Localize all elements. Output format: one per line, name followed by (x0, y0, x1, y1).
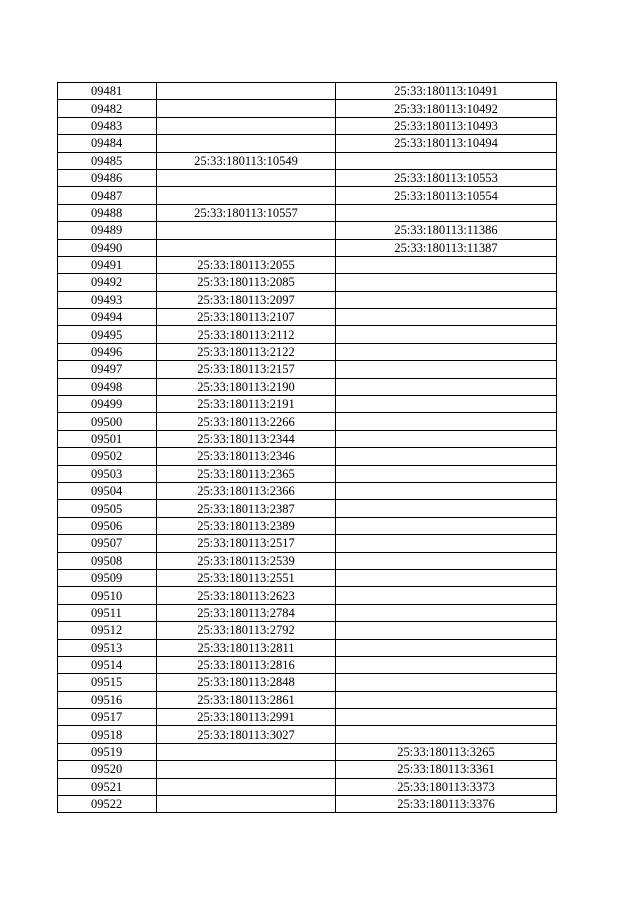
left-cadastral-cell: 25:33:180113:2366 (157, 482, 336, 499)
left-cadastral-cell: 25:33:180113:2157 (157, 361, 336, 378)
table-row (58, 604, 557, 621)
table-row (58, 743, 557, 760)
right-cadastral-cell (336, 396, 557, 413)
left-cadastral-cell: 25:33:180113:10557 (157, 204, 336, 221)
table-row (58, 413, 557, 430)
table-row (58, 691, 557, 708)
row-number-cell: 09515 (58, 674, 157, 691)
right-cadastral-cell: 25:33:180113:10491 (336, 83, 557, 100)
table-row (58, 239, 557, 256)
left-cadastral-cell: 25:33:180113:2991 (157, 709, 336, 726)
left-cadastral-cell: 25:33:180113:2055 (157, 256, 336, 273)
table-row (58, 100, 557, 117)
left-cadastral-cell: 25:33:180113:2190 (157, 378, 336, 395)
row-number-cell: 09486 (58, 169, 157, 186)
right-cadastral-cell: 25:33:180113:3373 (336, 778, 557, 795)
right-cadastral-cell (336, 500, 557, 517)
row-number-cell: 09519 (58, 743, 157, 760)
row-number-cell: 09491 (58, 256, 157, 273)
left-cadastral-cell (157, 169, 336, 186)
row-number-cell: 09488 (58, 204, 157, 221)
right-cadastral-cell (336, 465, 557, 482)
row-number-cell: 09484 (58, 135, 157, 152)
row-number-cell: 09499 (58, 396, 157, 413)
table-row (58, 204, 557, 221)
right-cadastral-cell: 25:33:180113:11387 (336, 239, 557, 256)
right-cadastral-cell (336, 656, 557, 673)
right-cadastral-cell: 25:33:180113:11386 (336, 222, 557, 239)
right-cadastral-cell (336, 430, 557, 447)
right-cadastral-cell: 25:33:180113:3361 (336, 761, 557, 778)
right-cadastral-cell (336, 709, 557, 726)
row-number-cell: 09481 (58, 83, 157, 100)
table-row (58, 378, 557, 395)
right-cadastral-cell (336, 691, 557, 708)
right-cadastral-cell (336, 309, 557, 326)
right-cadastral-cell (336, 535, 557, 552)
row-number-cell: 09483 (58, 117, 157, 134)
right-cadastral-cell: 25:33:180113:3265 (336, 743, 557, 760)
table-row (58, 361, 557, 378)
table-row (58, 291, 557, 308)
table-row (58, 309, 557, 326)
left-cadastral-cell: 25:33:180113:2097 (157, 291, 336, 308)
row-number-cell: 09518 (58, 726, 157, 743)
left-cadastral-cell (157, 222, 336, 239)
right-cadastral-cell (336, 326, 557, 343)
left-cadastral-cell: 25:33:180113:2389 (157, 517, 336, 534)
row-number-cell: 09500 (58, 413, 157, 430)
records-table (57, 82, 557, 813)
table-row (58, 83, 557, 100)
table-row (58, 656, 557, 673)
row-number-cell: 09493 (58, 291, 157, 308)
right-cadastral-cell (336, 569, 557, 586)
left-cadastral-cell: 25:33:180113:2848 (157, 674, 336, 691)
row-number-cell: 09512 (58, 622, 157, 639)
table-row (58, 152, 557, 169)
row-number-cell: 09494 (58, 309, 157, 326)
row-number-cell: 09502 (58, 448, 157, 465)
row-number-cell: 09506 (58, 517, 157, 534)
table-row (58, 796, 557, 813)
right-cadastral-cell (336, 726, 557, 743)
right-cadastral-cell (336, 482, 557, 499)
row-number-cell: 09508 (58, 552, 157, 569)
table-row (58, 222, 557, 239)
row-number-cell: 09514 (58, 656, 157, 673)
left-cadastral-cell: 25:33:180113:2816 (157, 656, 336, 673)
table-row (58, 761, 557, 778)
row-number-cell: 09507 (58, 535, 157, 552)
left-cadastral-cell: 25:33:180113:2122 (157, 343, 336, 360)
right-cadastral-cell (336, 674, 557, 691)
left-cadastral-cell (157, 83, 336, 100)
right-cadastral-cell: 25:33:180113:10554 (336, 187, 557, 204)
table-row (58, 343, 557, 360)
right-cadastral-cell: 25:33:180113:10553 (336, 169, 557, 186)
table-row (58, 500, 557, 517)
right-cadastral-cell (336, 152, 557, 169)
left-cadastral-cell: 25:33:180113:10549 (157, 152, 336, 169)
right-cadastral-cell (336, 622, 557, 639)
right-cadastral-cell (336, 343, 557, 360)
row-number-cell: 09521 (58, 778, 157, 795)
right-cadastral-cell (336, 552, 557, 569)
table-row (58, 622, 557, 639)
row-number-cell: 09517 (58, 709, 157, 726)
right-cadastral-cell: 25:33:180113:10493 (336, 117, 557, 134)
left-cadastral-cell (157, 187, 336, 204)
row-number-cell: 09497 (58, 361, 157, 378)
table-row (58, 587, 557, 604)
right-cadastral-cell (336, 274, 557, 291)
right-cadastral-cell (336, 361, 557, 378)
right-cadastral-cell (336, 291, 557, 308)
left-cadastral-cell: 25:33:180113:2551 (157, 569, 336, 586)
table-row (58, 187, 557, 204)
row-number-cell: 09513 (58, 639, 157, 656)
left-cadastral-cell: 25:33:180113:2387 (157, 500, 336, 517)
left-cadastral-cell (157, 117, 336, 134)
left-cadastral-cell: 25:33:180113:2539 (157, 552, 336, 569)
left-cadastral-cell: 25:33:180113:2792 (157, 622, 336, 639)
table-row (58, 482, 557, 499)
row-number-cell: 09510 (58, 587, 157, 604)
right-cadastral-cell (336, 256, 557, 273)
row-number-cell: 09509 (58, 569, 157, 586)
table-row (58, 117, 557, 134)
table-row (58, 778, 557, 795)
left-cadastral-cell (157, 239, 336, 256)
table-row (58, 396, 557, 413)
table-row (58, 274, 557, 291)
row-number-cell: 09490 (58, 239, 157, 256)
left-cadastral-cell: 25:33:180113:2784 (157, 604, 336, 621)
row-number-cell: 09503 (58, 465, 157, 482)
table-row (58, 517, 557, 534)
table-row (58, 709, 557, 726)
right-cadastral-cell: 25:33:180113:10494 (336, 135, 557, 152)
left-cadastral-cell: 25:33:180113:2191 (157, 396, 336, 413)
table-row (58, 135, 557, 152)
right-cadastral-cell (336, 604, 557, 621)
table-row (58, 639, 557, 656)
table-row (58, 448, 557, 465)
table-row (58, 535, 557, 552)
right-cadastral-cell (336, 517, 557, 534)
table-row (58, 326, 557, 343)
row-number-cell: 09495 (58, 326, 157, 343)
row-number-cell: 09520 (58, 761, 157, 778)
left-cadastral-cell: 25:33:180113:2346 (157, 448, 336, 465)
row-number-cell: 09511 (58, 604, 157, 621)
row-number-cell: 09522 (58, 796, 157, 813)
left-cadastral-cell: 25:33:180113:2861 (157, 691, 336, 708)
row-number-cell: 09505 (58, 500, 157, 517)
table-row (58, 169, 557, 186)
left-cadastral-cell: 25:33:180113:2085 (157, 274, 336, 291)
row-number-cell: 09482 (58, 100, 157, 117)
left-cadastral-cell (157, 761, 336, 778)
left-cadastral-cell: 25:33:180113:2344 (157, 430, 336, 447)
right-cadastral-cell (336, 639, 557, 656)
row-number-cell: 09492 (58, 274, 157, 291)
row-number-cell: 09504 (58, 482, 157, 499)
right-cadastral-cell: 25:33:180113:3376 (336, 796, 557, 813)
left-cadastral-cell (157, 796, 336, 813)
records-table-body (58, 83, 557, 813)
table-row (58, 552, 557, 569)
right-cadastral-cell (336, 204, 557, 221)
right-cadastral-cell (336, 413, 557, 430)
left-cadastral-cell: 25:33:180113:2266 (157, 413, 336, 430)
table-row (58, 256, 557, 273)
row-number-cell: 09516 (58, 691, 157, 708)
right-cadastral-cell (336, 448, 557, 465)
table-row (58, 726, 557, 743)
left-cadastral-cell: 25:33:180113:2811 (157, 639, 336, 656)
left-cadastral-cell (157, 135, 336, 152)
table-row (58, 674, 557, 691)
left-cadastral-cell: 25:33:180113:3027 (157, 726, 336, 743)
row-number-cell: 09498 (58, 378, 157, 395)
left-cadastral-cell: 25:33:180113:2623 (157, 587, 336, 604)
right-cadastral-cell (336, 587, 557, 604)
left-cadastral-cell (157, 743, 336, 760)
row-number-cell: 09489 (58, 222, 157, 239)
row-number-cell: 09487 (58, 187, 157, 204)
table-row (58, 465, 557, 482)
row-number-cell: 09496 (58, 343, 157, 360)
left-cadastral-cell: 25:33:180113:2517 (157, 535, 336, 552)
right-cadastral-cell (336, 378, 557, 395)
table-row (58, 430, 557, 447)
row-number-cell: 09485 (58, 152, 157, 169)
left-cadastral-cell (157, 778, 336, 795)
left-cadastral-cell: 25:33:180113:2107 (157, 309, 336, 326)
right-cadastral-cell: 25:33:180113:10492 (336, 100, 557, 117)
left-cadastral-cell (157, 100, 336, 117)
row-number-cell: 09501 (58, 430, 157, 447)
left-cadastral-cell: 25:33:180113:2112 (157, 326, 336, 343)
left-cadastral-cell: 25:33:180113:2365 (157, 465, 336, 482)
table-row (58, 569, 557, 586)
